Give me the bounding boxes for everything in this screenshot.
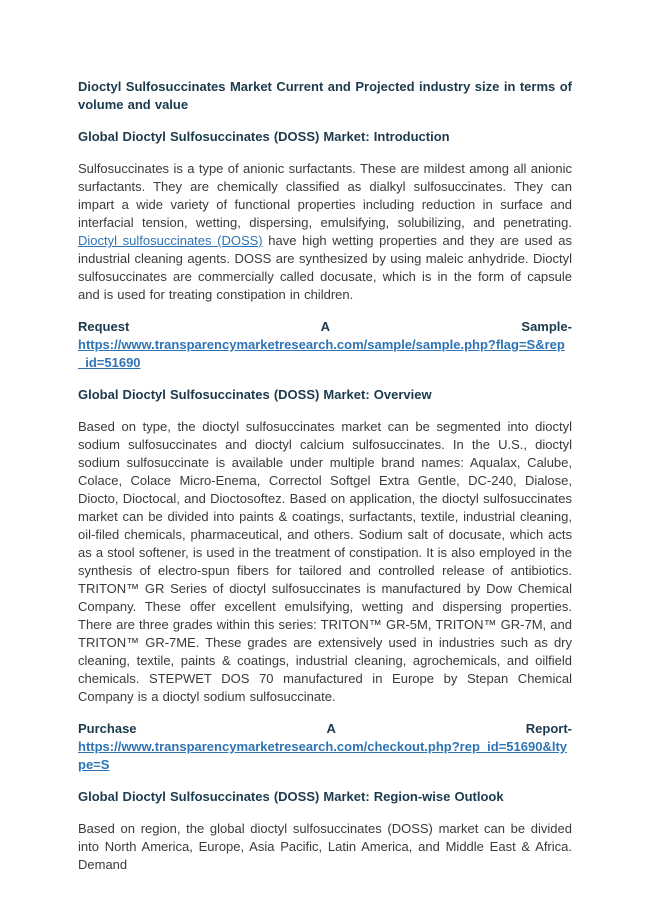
request-sample-word-2: A xyxy=(320,319,331,334)
doss-inline-link[interactable]: Dioctyl sulfosuccinates (DOSS) xyxy=(78,233,263,248)
purchase-report-word-3: Report- xyxy=(525,721,572,736)
document-body xyxy=(78,78,572,874)
document-title: Dioctyl Sulfosuccinates Market Current and Projected industry size in terms of volume and value xyxy=(78,79,572,112)
paragraph-introduction xyxy=(78,160,572,304)
request-sample-word-3: Sample- xyxy=(521,319,572,334)
request-sample-word-1: Request xyxy=(78,319,130,334)
section-heading-region-outlook: Global Dioctyl Sulfosuccinates (DOSS) Market: Region-wise Outlook xyxy=(78,789,504,804)
paragraph-overview: Based on type, the dioctyl sulfosuccinates market can be segmented into dioctyl sodium sulfosuccinates and dioctyl calcium sulfosuccinates. In the U.S., dioctyl sodium sulfosuccinate is available under multiple brand names: Aqualax, Calube, Colace, Colace Micro-Enema, Correctol Softgel Extra Gentle, DC-240, Dialose, Diocto, Dioctocal, and Dioctosoftez. Based on application, the dioctyl sulfosuccinates market can be divided into paints & coatings, surfactants, textile, industrial cleaning, oil-filed chemicals, pharmaceutical, and others. Sodium salt of docusate, which acts as a stool softener, is used in the treatment of constipation. It is also employed in the synthesis of electro-spun fibers for tailored and controlled release of antibiotics. TRITON™ GR Series of dioctyl sulfosuccinates is manufactured by Dow Chemical Company. These offer excellent emulsifying, wetting and dispersing properties. There are three grades within this series: TRITON™ GR-5M, TRITON™ GR-7M, and TRITON™ GR-7ME. These grades are extensively used in industries such as dry cleaning, textile, paints & coatings, industrial cleaning, agrochemicals, and oilfield chemicals. STEPWET DOS 70 manufactured in Europe by Stepan Chemical Company is a dioctyl sodium sulfosuccinate. xyxy=(78,419,572,704)
sample-url-link[interactable]: https://www.transparencymarketresearch.com/sample/sample.php?flag=S&rep_id=51690 xyxy=(78,337,565,370)
purchase-report-word-1: Purchase xyxy=(78,721,137,736)
purchase-report-line xyxy=(78,720,572,738)
introduction-text-after-link: have high wetting properties and they are used as industrial cleaning agents. DOSS are synthesized by using maleic anhydride. Dioctyl sulfosuccinates are commercially called docusate, which is in the form of capsule and is used for treating constipation in children. xyxy=(78,233,572,302)
paragraph-region-outlook: Based on region, the global dioctyl sulfosuccinates (DOSS) market can be divided into North America, Europe, Asia Pacific, Latin America, and Middle East & Africa. Demand xyxy=(78,821,572,872)
request-sample-line xyxy=(78,318,572,336)
section-heading-overview: Global Dioctyl Sulfosuccinates (DOSS) Market: Overview xyxy=(78,387,432,402)
section-heading-introduction: Global Dioctyl Sulfosuccinates (DOSS) Market: Introduction xyxy=(78,129,450,144)
introduction-text-before-link: Sulfosuccinates is a type of anionic surfactants. These are mildest among all anionic surfactants. They are chemically classified as dialkyl sulfosuccinates. They can impart a wide variety of functional properties including reduction in surface and interfacial tension, wetting, dispersing, emulsifying, solubilizing, and penetrating. xyxy=(78,161,572,230)
checkout-url-link[interactable]: https://www.transparencymarketresearch.com/checkout.php?rep_id=51690&ltype=S xyxy=(78,739,567,772)
purchase-report-word-2: A xyxy=(326,721,336,736)
